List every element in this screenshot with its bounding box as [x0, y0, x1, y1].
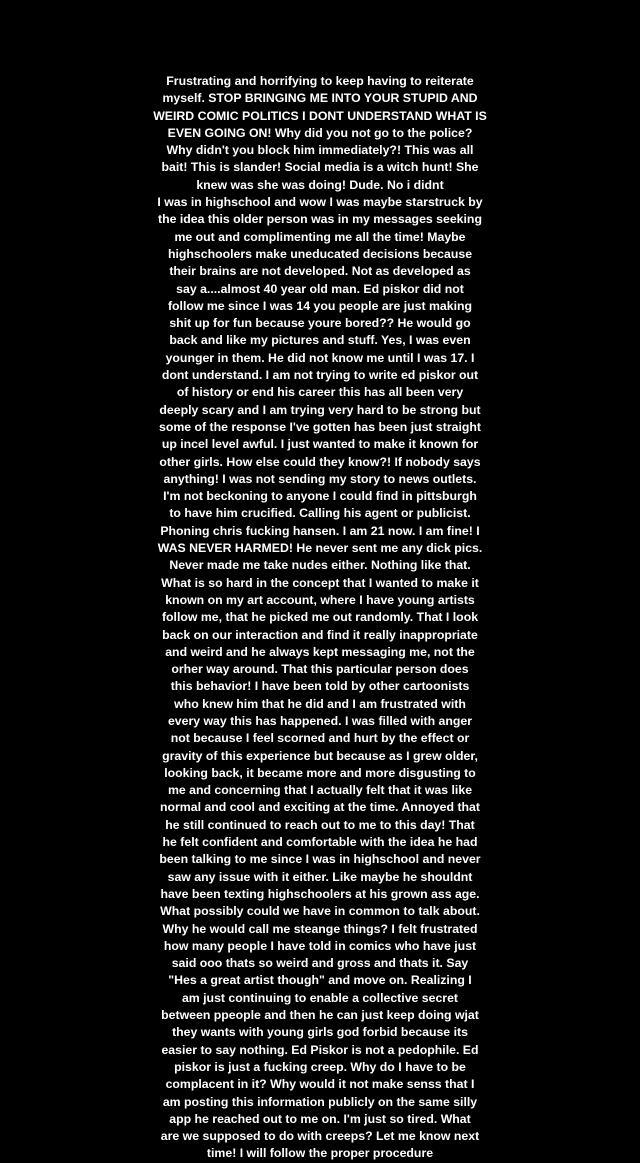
- story-text-line: he still continued to reach out to me to this day! That: [165, 817, 475, 832]
- story-text-line: every way this has happened. I was filled with anger: [167, 713, 473, 728]
- story-text-line: highschoolers make uneducated decisions because: [167, 246, 473, 261]
- story-text-line: this behavior! I have been told by other cartoonists: [170, 679, 470, 694]
- story-text-line: "Hes a great artist though" and move on. Realizing I: [168, 973, 472, 988]
- story-text-line: and weird and he always kept messaging me, not the: [165, 644, 475, 659]
- story-text-line: me and concerning that I actually felt that it was like: [167, 783, 473, 798]
- story-text-line: What possibly could we have in common to talk about.: [160, 904, 480, 919]
- story-text-line: between ppeople and then he can just keep doing wjat: [161, 1008, 479, 1023]
- story-text-line: deeply scary and I am trying very hard to be strong but: [159, 402, 481, 417]
- story-text-line: who knew him that he did and I am frustrated with: [174, 696, 466, 711]
- story-text-line: orher way around. That this particular person does: [171, 662, 469, 677]
- story-text-line: What is so hard in the concept that I wanted to make it: [161, 575, 479, 590]
- story-text-line: said ooo thats so weird and gross and thats it. Say: [171, 956, 469, 971]
- story-text-line: Frustrating and horrifying to keep having to reiterate: [166, 74, 474, 88]
- story-text-line: bait! This is slander! Social media is a witch hunt! She: [161, 160, 479, 175]
- story-text-line: he felt confident and comfortable with the idea he had: [162, 835, 478, 850]
- story-text-line: not because I feel scorned and hurt by the effect or: [170, 731, 470, 746]
- story-text-line: saw any issue with it either. Like maybe he shouldnt: [167, 869, 473, 884]
- story-text-line: gravity of this experience but because as I grew older,: [162, 748, 478, 763]
- story-text-line: Never made me take nudes either. Nothing like that.: [169, 558, 471, 573]
- story-text-line: they wants with young girls god forbid because its: [172, 1025, 468, 1040]
- story-text-line: dont understand. I am not trying to write ed piskor out: [161, 368, 479, 383]
- story-text-line: am posting this information publicly on the same silly: [162, 1094, 478, 1109]
- story-text-line: are we supposed to do with creeps? Let me know next: [160, 1129, 480, 1144]
- story-text-line: WAS NEVER HARMED! He never sent me any dick pics.: [157, 541, 483, 556]
- story-text-block: [124, 73, 516, 1163]
- story-text-line: up incel level awful. I just wanted to make it known for: [161, 437, 479, 452]
- story-text-line: easier to say nothing. Ed Piskor is not a pedophile. Ed: [161, 1042, 479, 1057]
- story-text-line: have been texting highschoolers at his grown ass age.: [160, 886, 480, 901]
- story-text-line: other girls. How else could they know?! If nobody says: [159, 454, 481, 469]
- story-text-line: younger in them. He did not know me until I was 17. I: [165, 350, 475, 365]
- story-text-line: knew was she was doing! Dude. No i didnt: [196, 177, 444, 192]
- story-text-line: time! I will follow the proper procedure: [206, 1146, 434, 1161]
- story-text-line: anything! I was not sending my story to news outlets.: [163, 471, 477, 486]
- story-text-line: some of the response I've gotten has been just straight: [158, 419, 482, 434]
- story-text-line: piskor is just a fucking creep. Why do I have to be: [174, 1059, 466, 1074]
- story-text-line: I was in highschool and wow I was maybe starstruck by: [157, 195, 483, 210]
- story-text-line: of history or end his career this has all been very: [176, 385, 464, 400]
- story-text-line: am just continuing to enable a collective secret: [181, 990, 459, 1005]
- story-text-line: Why didn't you block him immediately?! This was all: [166, 143, 474, 158]
- story-text-line: normal and cool and exciting at the time. Annoyed that: [160, 800, 480, 815]
- story-text-line: app he reached out to me on. I'm just so tired. What: [169, 1111, 471, 1126]
- story-text-line: been talking to me since I was in highschool and never: [159, 852, 481, 867]
- story-text-line: their brains are not developed. Not as developed as: [169, 264, 471, 279]
- story-text-line: looking back, it became more and more disgusting to: [164, 765, 476, 780]
- story-text-line: WEIRD COMIC POLITICS I DONT UNDERSTAND WHAT IS: [153, 108, 487, 123]
- story-text-line: how many people I have told in comics who have just: [163, 938, 477, 953]
- story-text-line: shit up for fun because youre bored?? He would go: [169, 316, 471, 331]
- story-text-line: the idea this older person was in my messages seeking: [158, 212, 482, 227]
- story-text-line: complacent in it? Why would it not make senss that I: [165, 1077, 475, 1092]
- story-text-line: Why he would call me steange things? I felt frustrated: [162, 921, 478, 936]
- story-text-line: Phoning chris fucking hansen. I am 21 now. I am fine! I: [160, 523, 480, 538]
- story-text-line: I'm not beckoning to anyone I could find in pittsburgh: [163, 489, 477, 504]
- story-text-line: myself. STOP BRINGING ME INTO YOUR STUPID AND: [162, 91, 478, 106]
- story-text-line: say a....almost 40 year old man. Ed piskor did not: [176, 281, 464, 296]
- story-text-line: me out and complimenting me all the time! Maybe: [174, 229, 466, 244]
- story-text-line: to have him crucified. Calling his agent or publicist.: [169, 506, 471, 521]
- story-text-line: back and like my pictures and stuff. Yes, I was even: [169, 333, 471, 348]
- story-text-line: EVEN GOING ON! Why did you not go to the police?: [167, 125, 473, 140]
- story-text-line: follow me since I was 14 you people are just making: [167, 298, 473, 313]
- story-text-line: back on our interaction and find it really inappropriate: [162, 627, 478, 642]
- story-text-line: known on my art account, where I have young artists: [165, 592, 475, 607]
- story-text-line: follow me, that he picked me out randomly. That I look: [161, 610, 479, 625]
